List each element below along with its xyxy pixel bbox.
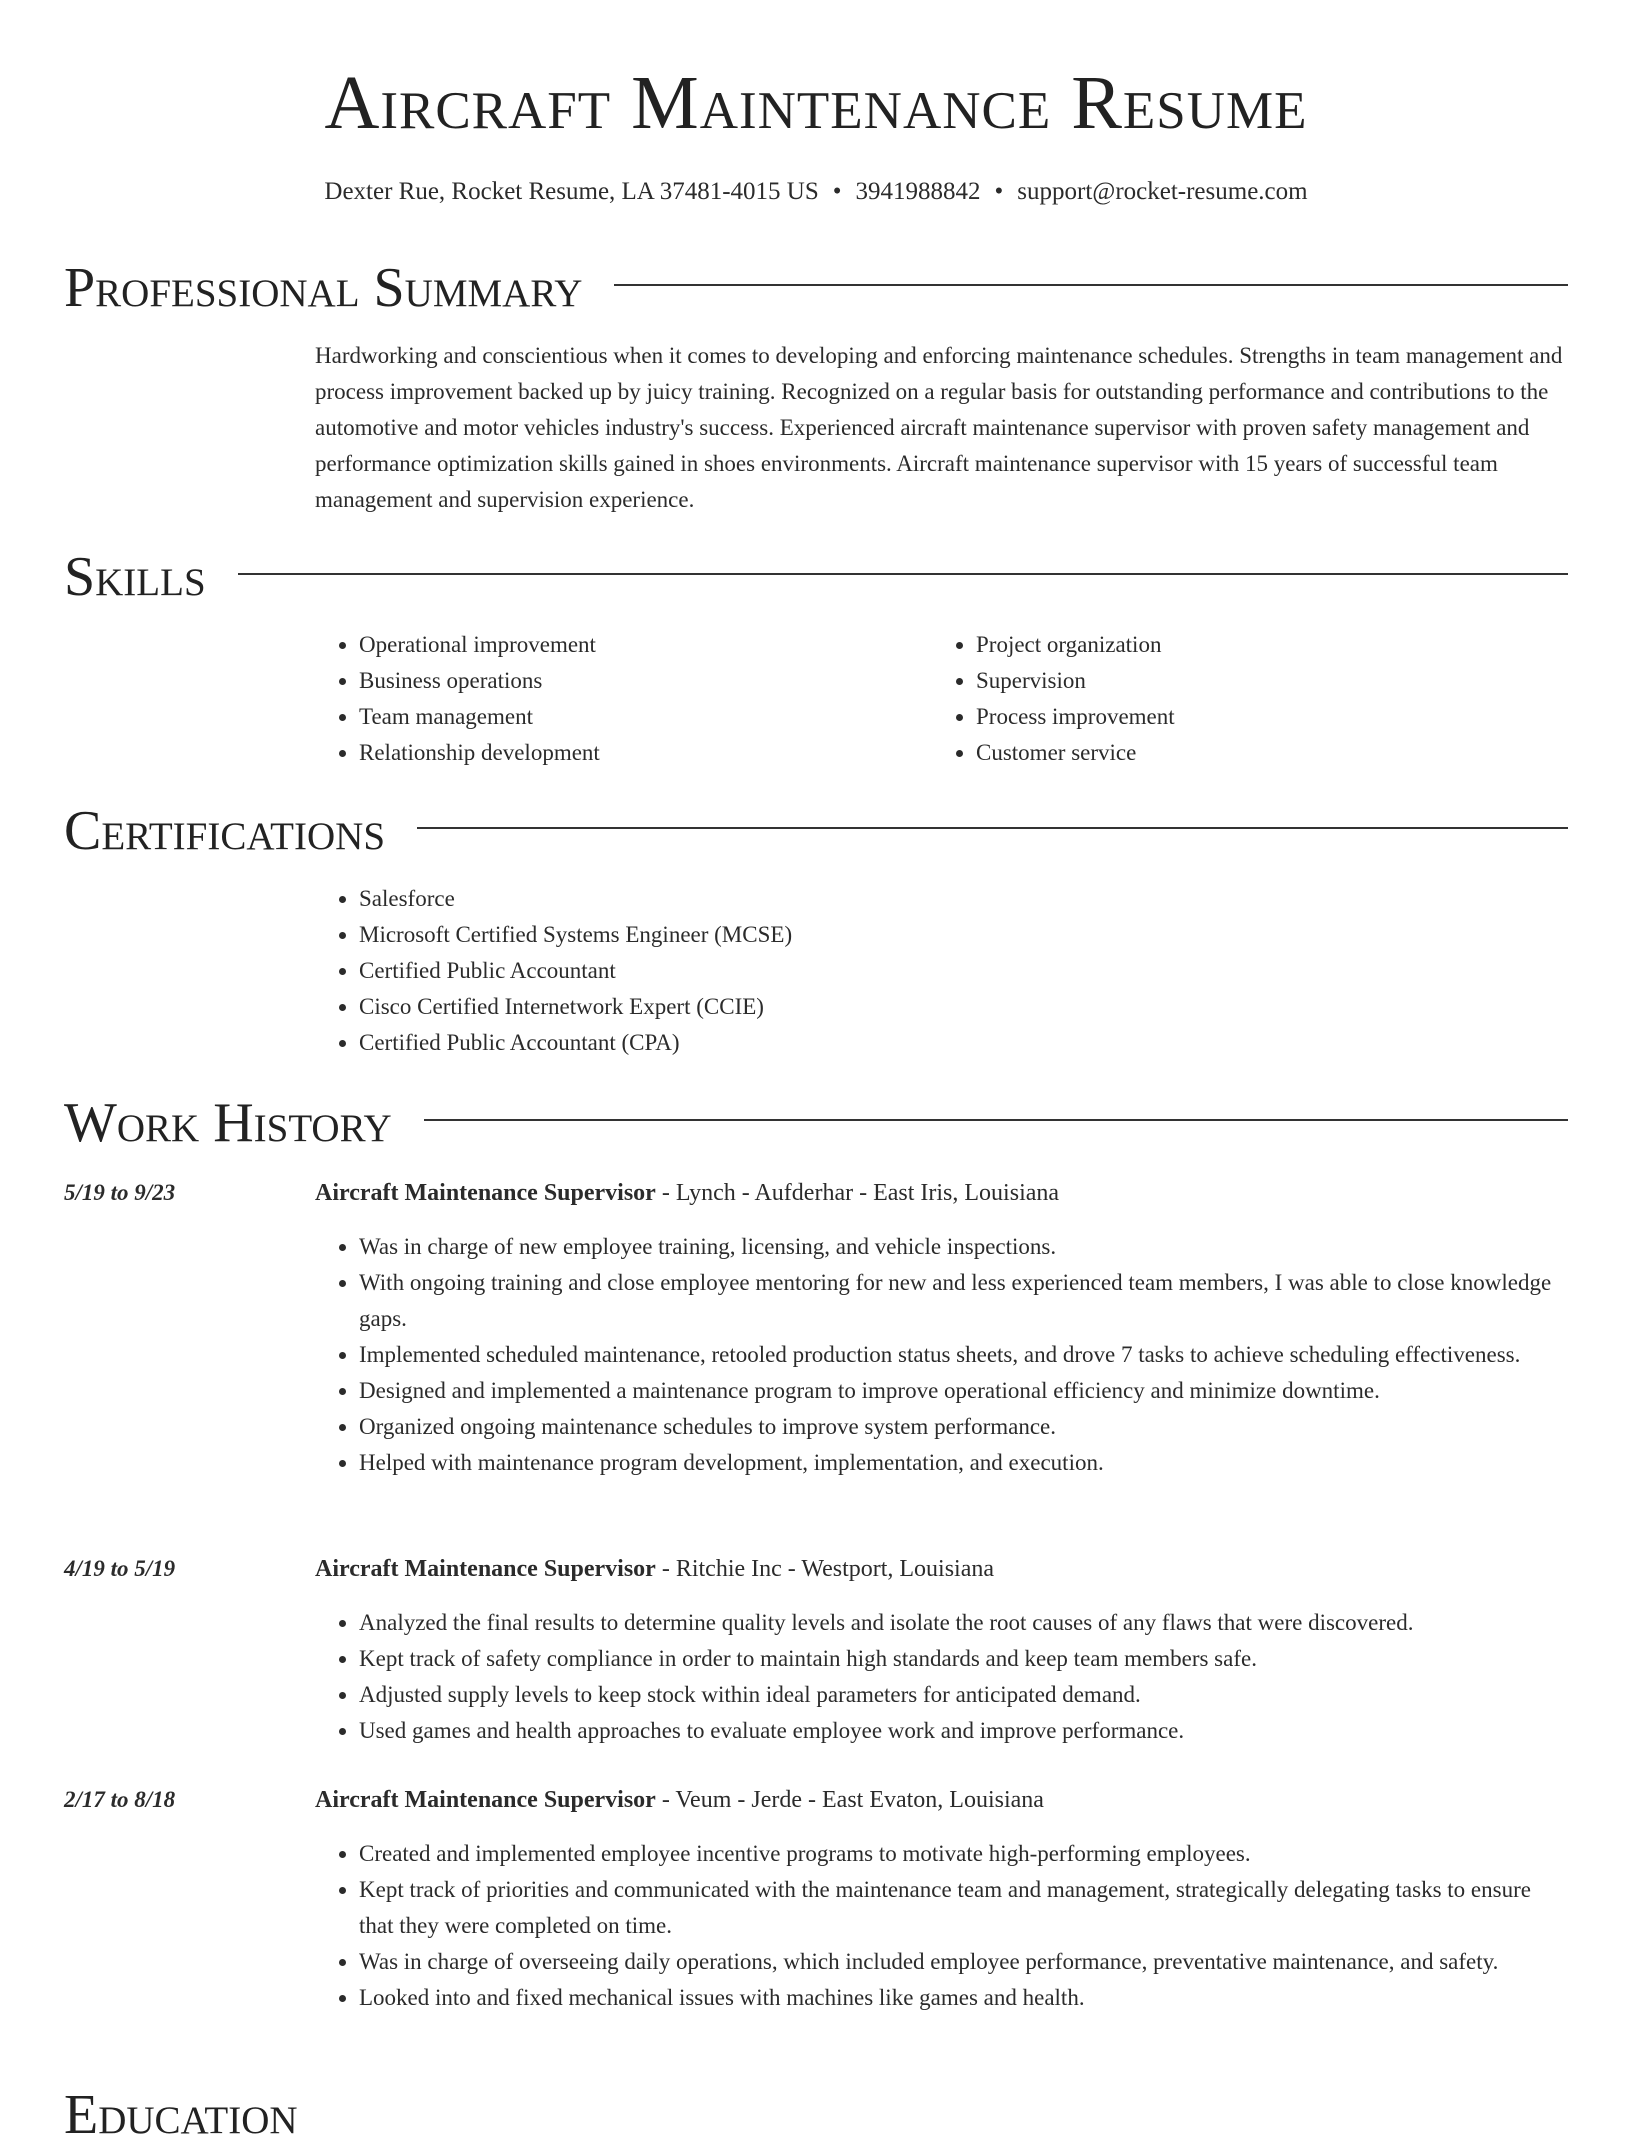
resume-title: Aircraft Maintenance Resume xyxy=(324,61,1308,145)
skill-item: • Customer service xyxy=(976,735,1175,771)
job-duty: • Helped with maintenance program development, implementation, and execution. xyxy=(359,1445,1570,1481)
skills-list-left xyxy=(315,627,600,771)
certifications-list xyxy=(315,881,792,1061)
section-divider xyxy=(614,284,1568,286)
skill-item: • Process improvement xyxy=(976,699,1175,735)
job-duty: • Was in charge of new employee training, licensing, and vehicle inspections. xyxy=(359,1229,1570,1265)
skill-item: • Team management xyxy=(359,699,600,735)
certifications-heading: Certifications xyxy=(64,800,386,862)
job-employer: - Veum - Jerde - East Evaton, Louisiana xyxy=(655,1787,1044,1813)
section-divider xyxy=(417,827,1568,829)
job-duties-list xyxy=(315,1605,1570,1749)
job-duty: • Was in charge of overseeing daily operations, which included employee performance, preventative maintenance, and safety. xyxy=(359,1944,1570,1980)
job-duty: • Implemented scheduled maintenance, retooled production status sheets, and drove 7 tasks to achieve scheduling effectiveness. xyxy=(359,1337,1570,1373)
education-heading: Education xyxy=(64,2084,298,2146)
skill-item: • Supervision xyxy=(976,663,1175,699)
contact-line xyxy=(0,172,1632,212)
job-dates: 2/17 to 8/18 xyxy=(64,1787,176,1812)
job-dates: 5/19 to 9/23 xyxy=(64,1180,176,1205)
education-section-header xyxy=(64,2080,1568,2150)
job-employer: - Ritchie Inc - Westport, Louisiana xyxy=(655,1556,995,1582)
certification-item: • Salesforce xyxy=(359,881,792,917)
skill-item: • Business operations xyxy=(359,663,600,699)
skill-item: • Project organization xyxy=(976,627,1175,663)
job-duty: • Organized ongoing maintenance schedules to improve system performance. xyxy=(359,1409,1570,1445)
summary-heading: Professional Summary xyxy=(64,257,583,319)
skills-list-right xyxy=(932,627,1175,771)
job-duties-list xyxy=(315,1836,1570,2016)
certification-item: • Microsoft Certified Systems Engineer (MCSE) xyxy=(359,917,792,953)
contact-address: Dexter Rue, Rocket Resume, LA 37481-4015 US xyxy=(324,178,819,205)
contact-email: support@rocket-resume.com xyxy=(1017,178,1308,205)
job-duty: • Analyzed the final results to determine quality levels and isolate the root causes of any flaws that were discovered. xyxy=(359,1605,1570,1641)
section-divider xyxy=(238,573,1568,575)
job-role: Aircraft Maintenance Supervisor xyxy=(315,1787,656,1813)
job-duties-list xyxy=(315,1229,1570,1481)
work-history-heading: Work History xyxy=(64,1092,392,1154)
skill-item: • Relationship development xyxy=(359,735,600,771)
summary-section-header xyxy=(64,253,1568,323)
certifications-section-header xyxy=(64,796,1568,866)
job-role: Aircraft Maintenance Supervisor xyxy=(315,1180,656,1206)
contact-phone: 3941988842 xyxy=(855,178,981,205)
certification-item: • Cisco Certified Internetwork Expert (CCIE) xyxy=(359,989,792,1025)
skills-heading: Skills xyxy=(64,546,206,608)
job-heading xyxy=(315,1175,1059,1211)
certification-item: • Certified Public Accountant (CPA) xyxy=(359,1025,792,1061)
section-divider xyxy=(424,1119,1568,1121)
contact-separator: • xyxy=(832,178,842,205)
job-dates: 4/19 to 5/19 xyxy=(64,1556,176,1581)
job-heading xyxy=(315,1782,1044,1818)
job-duty: • Kept track of safety compliance in order to maintain high standards and keep team members safe. xyxy=(359,1641,1570,1677)
job-employer: - Lynch - Aufderhar - East Iris, Louisiana xyxy=(655,1180,1060,1206)
job-duty: • Designed and implemented a maintenance program to improve operational efficiency and minimize downtime. xyxy=(359,1373,1570,1409)
job-duty: • Created and implemented employee incentive programs to motivate high-performing employees. xyxy=(359,1836,1570,1872)
work-history-section-header xyxy=(64,1088,1568,1158)
job-duty: • With ongoing training and close employee mentoring for new and less experienced team members, I was able to close knowledge gaps. xyxy=(359,1265,1570,1337)
contact-separator: • xyxy=(994,178,1004,205)
job-duty: • Adjusted supply levels to keep stock within ideal parameters for anticipated demand. xyxy=(359,1677,1570,1713)
certification-item: • Certified Public Accountant xyxy=(359,953,792,989)
summary-text: Hardworking and conscientious when it comes to developing and enforcing maintenance schedules. Strengths in team management and process improvement backed up by juicy training. Recognized on a regular basis for outstanding performance and contributions to the automotive and motor vehicles industry's success. Experienced aircraft maintenance supervisor with proven safety management and performance optimization skills gained in shoes environments. Aircraft maintenance supervisor with 15 years of successful team management and supervision experience. xyxy=(315,343,1563,512)
job-role: Aircraft Maintenance Supervisor xyxy=(315,1556,656,1582)
job-duty: • Kept track of priorities and communicated with the maintenance team and management, strategically delegating tasks to ensure that they were completed on time. xyxy=(359,1872,1570,1944)
job-heading xyxy=(315,1551,994,1587)
job-duty: • Looked into and fixed mechanical issues with machines like games and health. xyxy=(359,1980,1570,2016)
skill-item: • Operational improvement xyxy=(359,627,600,663)
job-duty: • Used games and health approaches to evaluate employee work and improve performance. xyxy=(359,1713,1570,1749)
skills-section-header xyxy=(64,542,1568,612)
